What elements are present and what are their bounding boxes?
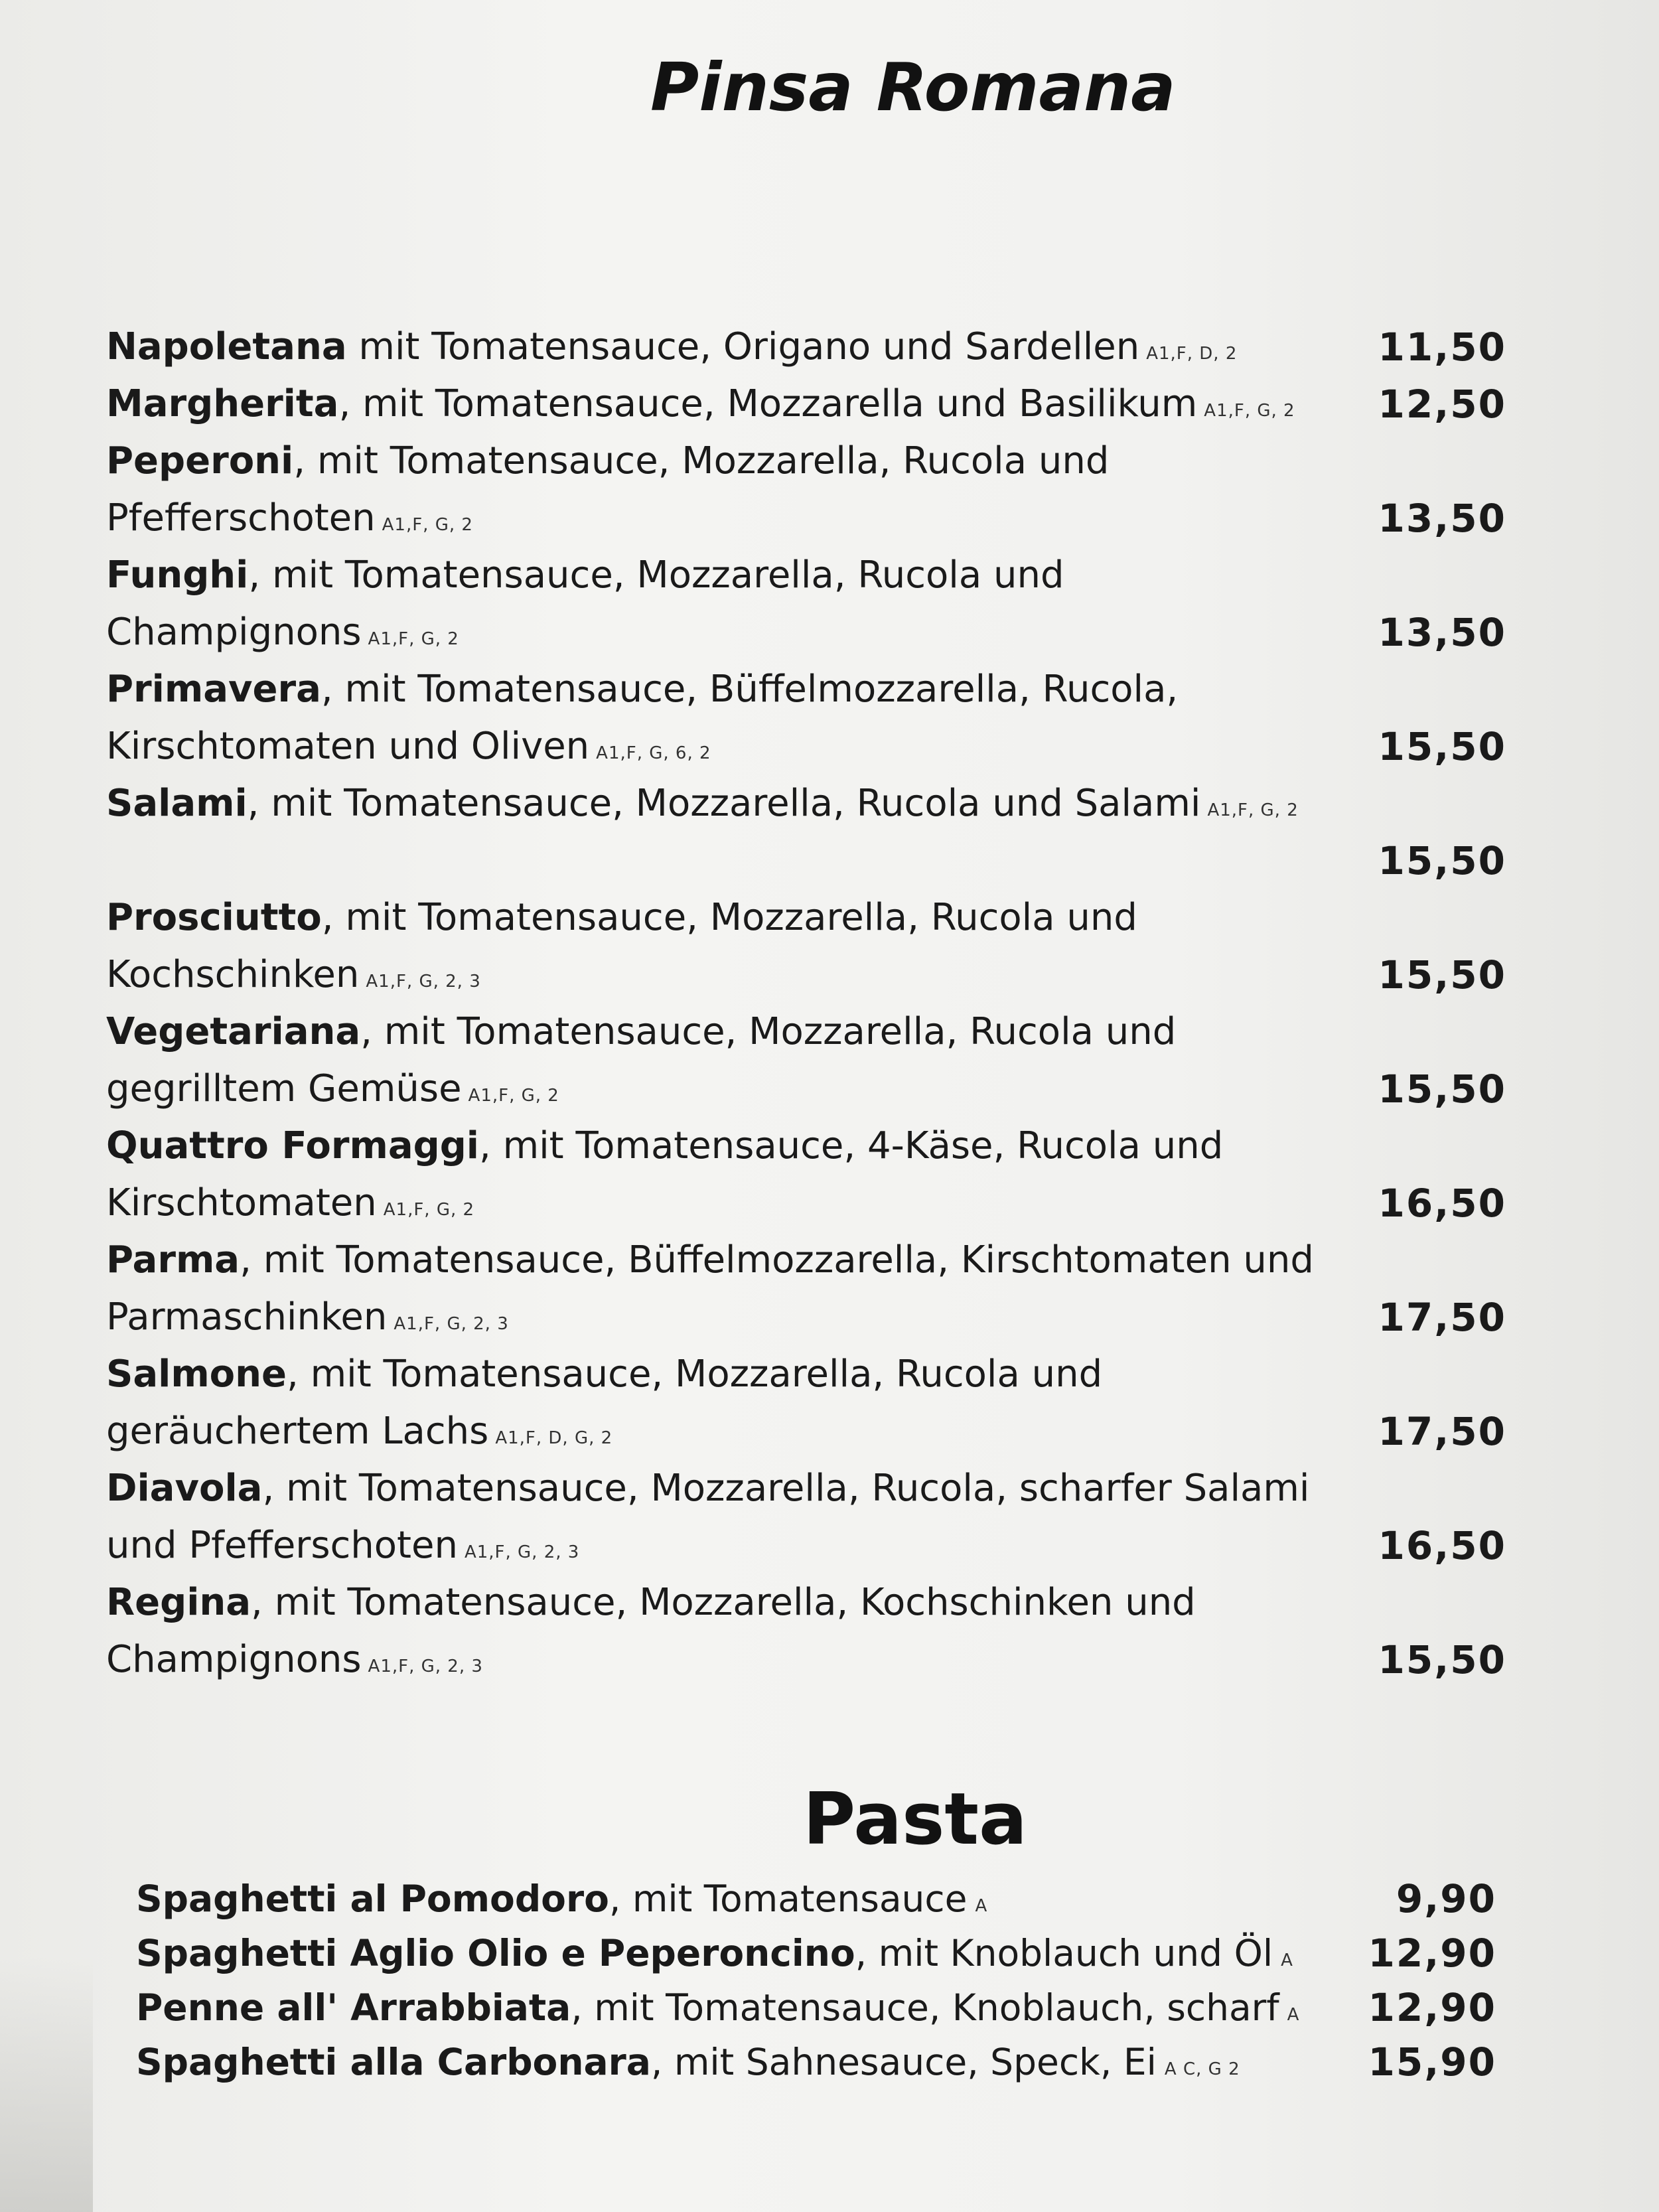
pasta-list	[136, 1872, 1496, 2089]
item-description: mit Tomatensauce, Origano und Sardellen	[346, 325, 1140, 368]
pasta-heading: Pasta	[803, 1778, 1027, 1861]
menu-item-text	[106, 775, 1334, 839]
menu-item-text	[106, 1118, 1334, 1238]
item-name: Salmone	[106, 1353, 287, 1396]
menu-item-salami	[106, 775, 1506, 889]
menu-item-vegetariana	[106, 1003, 1506, 1118]
menu-item-regina	[106, 1574, 1506, 1688]
item-price: 15,90	[1368, 2039, 1496, 2085]
menu-item-text	[106, 661, 1334, 782]
menu-item-text	[106, 1574, 1334, 1695]
menu-item-text	[106, 319, 1334, 382]
menu-item-margherita	[106, 376, 1506, 433]
item-price: 12,50	[1378, 382, 1506, 427]
menu-item-spaghetti-carbonara	[136, 2035, 1496, 2089]
pinsa-list	[106, 319, 1506, 1688]
item-description: , mit Tomatensauce, Mozzarella, Rucola und Salami	[247, 782, 1201, 825]
item-allergens: A1,F, G, 2, 3	[368, 1657, 483, 1676]
item-allergens: A	[1287, 2005, 1300, 2025]
menu-item-text	[136, 1980, 1496, 2042]
item-description: , mit Tomatensauce, Mozzarella, Rucola und Kochschinken	[106, 896, 1137, 996]
item-allergens: A1,F, G, 6, 2	[596, 743, 711, 763]
item-allergens: A1,F, G, 2, 3	[394, 1314, 509, 1334]
paper-shadow	[0, 1958, 93, 2212]
item-allergens: A1,F, G, 2	[382, 515, 473, 535]
item-allergens: A1,F, G, 2	[1204, 401, 1295, 421]
item-description: , mit Tomatensauce, Büffelmozzarella, Rucola, Kirschtomaten und Oliven	[106, 668, 1179, 768]
item-allergens: A1,F, G, 2	[368, 629, 459, 649]
item-price: 16,50	[1378, 1523, 1506, 1568]
menu-item-text	[106, 376, 1334, 439]
item-allergens: A1,F, G, 2, 3	[464, 1542, 580, 1562]
item-description: , mit Tomatensauce, Mozzarella, Rucola und Pfefferschoten	[106, 439, 1110, 540]
item-name: Primavera	[106, 668, 321, 711]
item-description: , mit Tomatensauce, Mozzarella, Rucola und Champignons	[106, 553, 1064, 654]
item-name: Parma	[106, 1238, 240, 1282]
menu-item-text	[106, 1460, 1334, 1581]
item-name: Spaghetti alla Carbonara	[136, 2041, 651, 2083]
item-name: Quattro Formaggi	[106, 1124, 479, 1167]
item-price: 15,50	[1378, 1067, 1506, 1112]
item-allergens: A1,F, D, 2	[1146, 344, 1238, 364]
menu-item-text	[106, 1003, 1334, 1124]
menu-item-text	[106, 1346, 1334, 1467]
item-allergens: A1,F, G, 2	[383, 1200, 475, 1220]
item-name: Funghi	[106, 553, 249, 597]
item-name: Spaghetti Aglio Olio e Peperoncino	[136, 1932, 855, 1974]
item-description: , mit Tomatensauce, Büffelmozzarella, Kirschtomaten und Parmaschinken	[106, 1238, 1314, 1339]
menu-item-text	[106, 433, 1334, 553]
menu-item-salmone	[106, 1346, 1506, 1460]
item-price: 15,50	[1378, 724, 1506, 769]
item-description: , mit Tomatensauce, Mozzarella, Rucola und gegrilltem Gemüse	[106, 1010, 1177, 1110]
item-allergens: A1,F, G, 2	[1207, 800, 1299, 820]
item-allergens: A1,F, G, 2	[468, 1086, 559, 1106]
menu-item-napoletana	[106, 319, 1506, 376]
item-description: , mit Tomatensauce, Mozzarella, Rucola und geräuchertem Lachs	[106, 1353, 1103, 1453]
item-name: Vegetariana	[106, 1010, 361, 1053]
item-name: Napoletana	[106, 325, 347, 368]
item-price: 12,90	[1368, 1985, 1496, 2030]
menu-item-primavera	[106, 661, 1506, 775]
item-description: , mit Tomatensauce, Knoblauch, scharf	[571, 1986, 1279, 2029]
item-name: Peperoni	[106, 439, 294, 482]
item-price: 12,90	[1368, 1931, 1496, 1976]
item-allergens: A1,F, G, 2, 3	[366, 972, 481, 992]
item-name: Margherita	[106, 382, 339, 425]
menu-item-text	[136, 2035, 1496, 2097]
menu-item-text	[106, 547, 1334, 668]
item-price: 16,50	[1378, 1181, 1506, 1226]
item-price: 15,50	[1378, 1637, 1506, 1682]
item-description: , mit Knoblauch und Öl	[855, 1932, 1273, 1974]
item-price: 17,50	[1378, 1409, 1506, 1454]
menu-item-spaghetti-aglio-olio	[136, 1926, 1496, 1980]
item-price: 15,50	[1378, 838, 1506, 883]
item-allergens: A C, G 2	[1164, 2059, 1240, 2079]
menu-item-prosciutto	[106, 889, 1506, 1003]
menu-item-penne-arrabbiata	[136, 1980, 1496, 2035]
item-description: , mit Tomatensauce, Mozzarella, Kochschinken und Champignons	[106, 1581, 1196, 1681]
item-allergens: A	[1281, 1951, 1293, 1970]
item-name: Diavola	[106, 1467, 263, 1510]
menu-item-text	[136, 1872, 1496, 1933]
item-price: 13,50	[1378, 610, 1506, 655]
item-allergens: A1,F, D, G, 2	[495, 1428, 613, 1448]
item-price: 13,50	[1378, 496, 1506, 541]
item-description: , mit Tomatensauce	[609, 1878, 968, 1920]
item-price: 9,90	[1396, 1876, 1496, 1921]
menu-item-quattro-formaggi	[106, 1118, 1506, 1232]
item-allergens: A	[975, 1896, 988, 1916]
menu-item-parma	[106, 1232, 1506, 1346]
menu-item-funghi	[106, 547, 1506, 661]
item-price: 17,50	[1378, 1295, 1506, 1340]
menu-item-text	[106, 1232, 1334, 1353]
item-name: Salami	[106, 782, 248, 825]
menu-item-peperoni	[106, 433, 1506, 547]
menu-item-text	[136, 1926, 1496, 1988]
menu-item-diavola	[106, 1460, 1506, 1574]
item-name: Regina	[106, 1581, 252, 1624]
item-name: Penne all' Arrabbiata	[136, 1986, 571, 2029]
item-description: , mit Tomatensauce, Mozzarella, Rucola, scharfer Salami und Pfefferschoten	[106, 1467, 1310, 1567]
item-price: 15,50	[1378, 952, 1506, 997]
menu-item-spaghetti-pomodoro	[136, 1872, 1496, 1926]
menu-item-text	[106, 889, 1334, 1010]
item-description: , mit Tomatensauce, 4-Käse, Rucola und Kirschtomaten	[106, 1124, 1224, 1224]
item-price: 11,50	[1378, 325, 1506, 370]
item-name: Spaghetti al Pomodoro	[136, 1878, 609, 1920]
pinsa-heading: Pinsa Romana	[650, 48, 1176, 126]
item-description: , mit Tomatensauce, Mozzarella und Basilikum	[338, 382, 1198, 425]
item-name: Prosciutto	[106, 896, 322, 939]
item-description: , mit Sahnesauce, Speck, Ei	[650, 2041, 1157, 2083]
